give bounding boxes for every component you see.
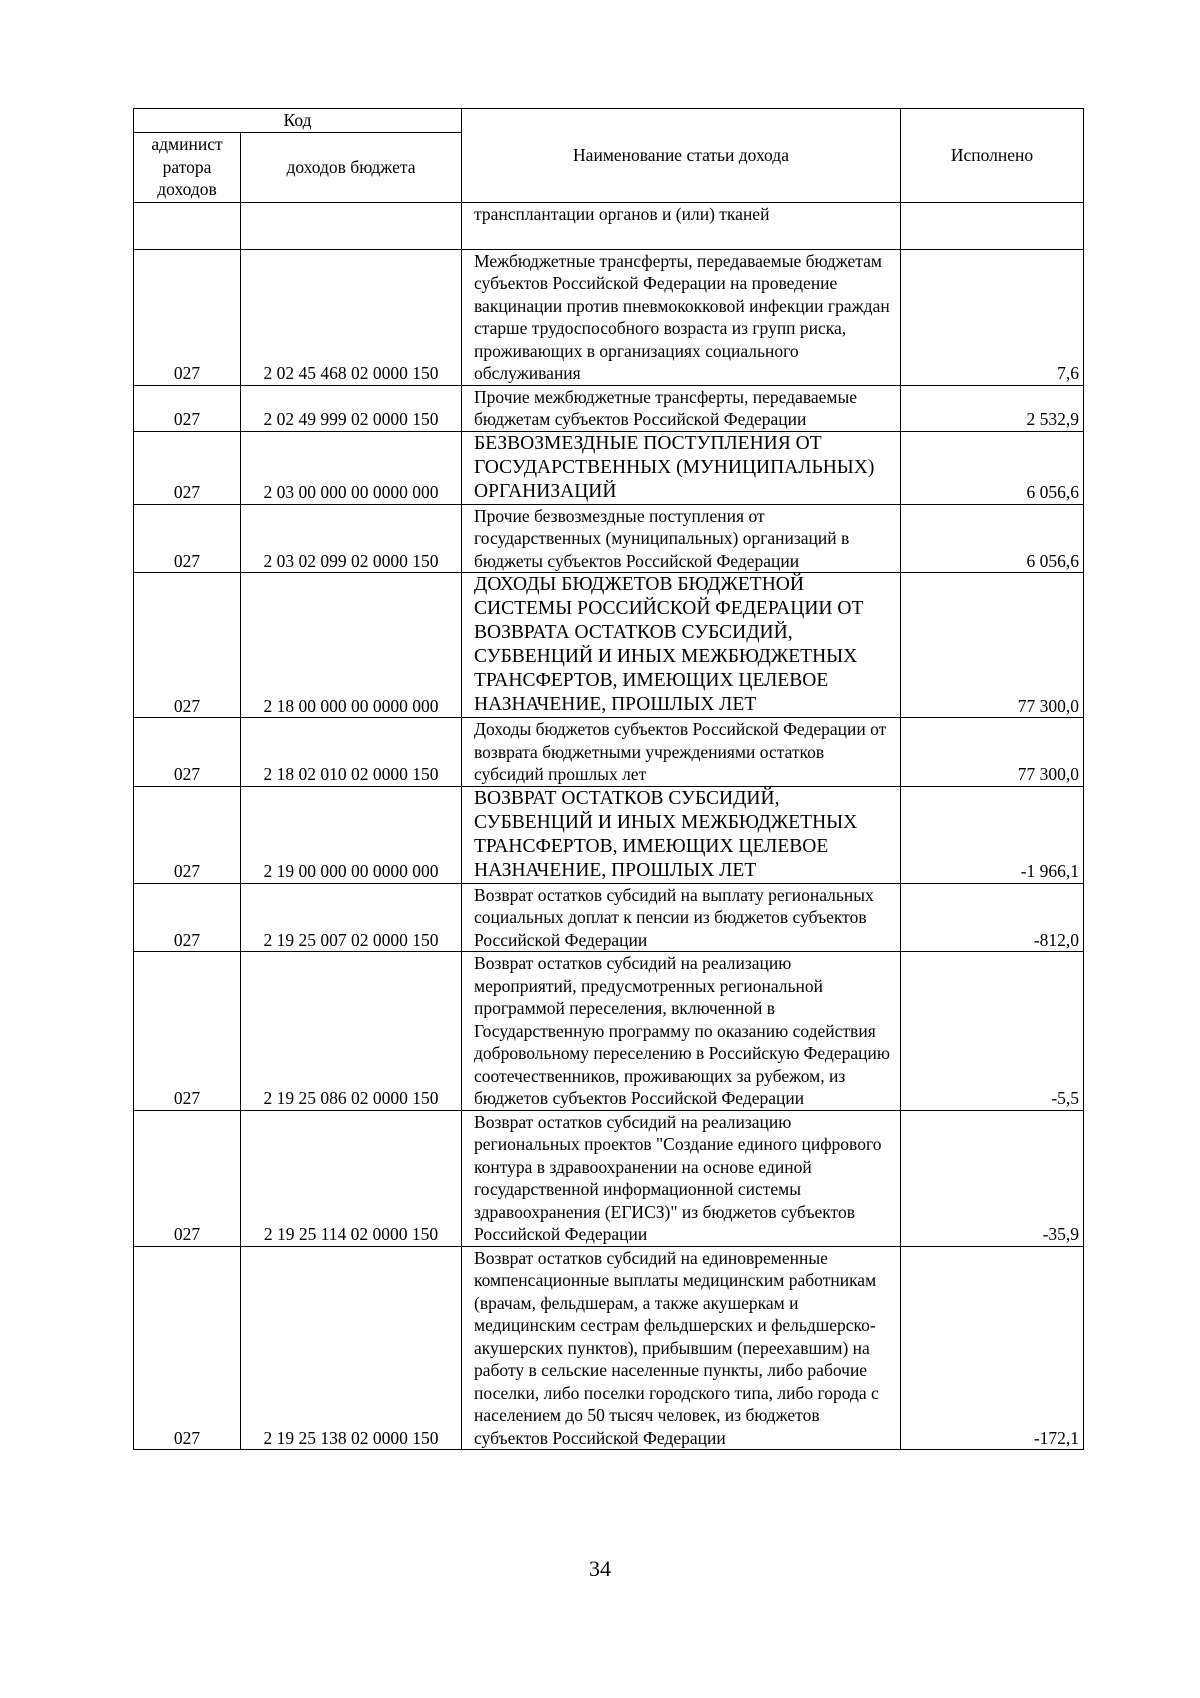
cell-code: 2 19 25 086 02 0000 150: [241, 952, 462, 1111]
cell-name: трансплантации органов и (или) тканей: [462, 202, 901, 249]
cell-code: 2 18 00 000 00 0000 000: [241, 573, 462, 718]
cell-amount: 77 300,0: [901, 718, 1084, 787]
cell-code: 2 18 02 010 02 0000 150: [241, 718, 462, 787]
cell-amount: -172,1: [901, 1246, 1084, 1450]
cell-code: 2 19 25 007 02 0000 150: [241, 883, 462, 952]
cell-admin: 027: [134, 504, 241, 573]
cell-name: ДОХОДЫ БЮДЖЕТОВ БЮДЖЕТНОЙ СИСТЕМЫ РОССИЙСКОЙ ФЕДЕРАЦИИ ОТ ВОЗВРАТА ОСТАТКОВ СУБСИДИЙ, СУБВЕНЦИЙ И ИНЫХ МЕЖБЮДЖЕТНЫХ ТРАНСФЕРТОВ, ИМЕЮЩИХ ЦЕЛЕВОЕ НАЗНАЧЕНИЕ, ПРОШЛЫХ ЛЕТ: [462, 573, 901, 718]
table-row: [134, 786, 1084, 883]
cell-admin: 027: [134, 1246, 241, 1450]
cell-admin: 027: [134, 718, 241, 787]
table-row: [134, 202, 1084, 249]
cell-admin: 027: [134, 786, 241, 883]
cell-amount: 2 532,9: [901, 385, 1084, 431]
cell-amount: -1 966,1: [901, 786, 1084, 883]
cell-code: [241, 202, 462, 249]
cell-admin: 027: [134, 952, 241, 1111]
table-row: [134, 431, 1084, 504]
table-row: [134, 718, 1084, 787]
cell-admin: 027: [134, 431, 241, 504]
cell-name: Возврат остатков субсидий на реализацию региональных проектов "Создание единого цифрового контура в здравоохранении на основе единой государственной информационной системы здравоохранения (ЕГИСЗ)" из бюджетов субъектов Российской Федерации: [462, 1110, 901, 1246]
cell-amount: -5,5: [901, 952, 1084, 1111]
cell-code: 2 02 49 999 02 0000 150: [241, 385, 462, 431]
table-row: [134, 573, 1084, 718]
table-row: [134, 1246, 1084, 1450]
cell-name: ВОЗВРАТ ОСТАТКОВ СУБСИДИЙ, СУБВЕНЦИЙ И ИНЫХ МЕЖБЮДЖЕТНЫХ ТРАНСФЕРТОВ, ИМЕЮЩИХ ЦЕЛЕВОЕ НАЗНАЧЕНИЕ, ПРОШЛЫХ ЛЕТ: [462, 786, 901, 883]
cell-admin: 027: [134, 385, 241, 431]
table-row: [134, 385, 1084, 431]
cell-amount: 7,6: [901, 249, 1084, 385]
cell-name: Возврат остатков субсидий на реализацию мероприятий, предусмотренных региональной программой переселения, включенной в Государственную программу по оказанию содействия добровольному переселению в Российскую Федерацию соотечественников, проживающих за рубежом, из бюджетов субъектов Российской Федерации: [462, 952, 901, 1111]
header-name: Наименование статьи дохода: [462, 109, 901, 203]
table-row: [134, 952, 1084, 1111]
budget-income-table: [133, 108, 1084, 1450]
cell-amount: 6 056,6: [901, 504, 1084, 573]
cell-admin: 027: [134, 249, 241, 385]
cell-code: 2 02 45 468 02 0000 150: [241, 249, 462, 385]
header-administrator: админист ратора доходов: [134, 132, 241, 202]
cell-name: Прочие безвозмездные поступления от государственных (муниципальных) организаций в бюджеты субъектов Российской Федерации: [462, 504, 901, 573]
table-row: [134, 249, 1084, 385]
cell-amount: 6 056,6: [901, 431, 1084, 504]
cell-amount: 77 300,0: [901, 573, 1084, 718]
cell-admin: 027: [134, 573, 241, 718]
cell-code: 2 19 25 114 02 0000 150: [241, 1110, 462, 1246]
cell-name: Возврат остатков субсидий на выплату региональных социальных доплат к пенсии из бюджетов субъектов Российской Федерации: [462, 883, 901, 952]
table-row: [134, 883, 1084, 952]
table-row: [134, 504, 1084, 573]
cell-admin: 027: [134, 883, 241, 952]
header-code: Код: [134, 109, 462, 133]
header-budget-income: доходов бюджета: [241, 132, 462, 202]
header-executed: Исполнено: [901, 109, 1084, 203]
cell-amount: [901, 202, 1084, 249]
cell-name: Межбюджетные трансферты, передаваемые бюджетам субъектов Российской Федерации на проведение вакцинации против пневмококковой инфекции граждан старше трудоспособного возраста из групп риска, проживающих в организациях социального обслуживания: [462, 249, 901, 385]
cell-admin: 027: [134, 1110, 241, 1246]
cell-admin: [134, 202, 241, 249]
cell-name: БЕЗВОЗМЕЗДНЫЕ ПОСТУПЛЕНИЯ ОТ ГОСУДАРСТВЕННЫХ (МУНИЦИПАЛЬНЫХ) ОРГАНИЗАЦИЙ: [462, 431, 901, 504]
page-number: 34: [589, 1556, 611, 1581]
cell-name: Возврат остатков субсидий на единовременные компенсационные выплаты медицинским работникам (врачам, фельдшерам, а также акушеркам и медицинским сестрам фельдшерских и фельдшерско-акушерских пунктов), прибывшим (переехавшим) на работу в сельские населенные пункты, либо рабочие поселки, либо поселки городского типа, либо города с населением до 50 тысяч человек, из бюджетов субъектов Российской Федерации: [462, 1246, 901, 1450]
cell-code: 2 19 00 000 00 0000 000: [241, 786, 462, 883]
cell-name: Прочие межбюджетные трансферты, передаваемые бюджетам субъектов Российской Федерации: [462, 385, 901, 431]
cell-amount: -812,0: [901, 883, 1084, 952]
cell-amount: -35,9: [901, 1110, 1084, 1246]
cell-code: 2 03 00 000 00 0000 000: [241, 431, 462, 504]
cell-code: 2 03 02 099 02 0000 150: [241, 504, 462, 573]
cell-code: 2 19 25 138 02 0000 150: [241, 1246, 462, 1450]
table-row: [134, 1110, 1084, 1246]
cell-name: Доходы бюджетов субъектов Российской Федерации от возврата бюджетными учреждениями остатков субсидий прошлых лет: [462, 718, 901, 787]
